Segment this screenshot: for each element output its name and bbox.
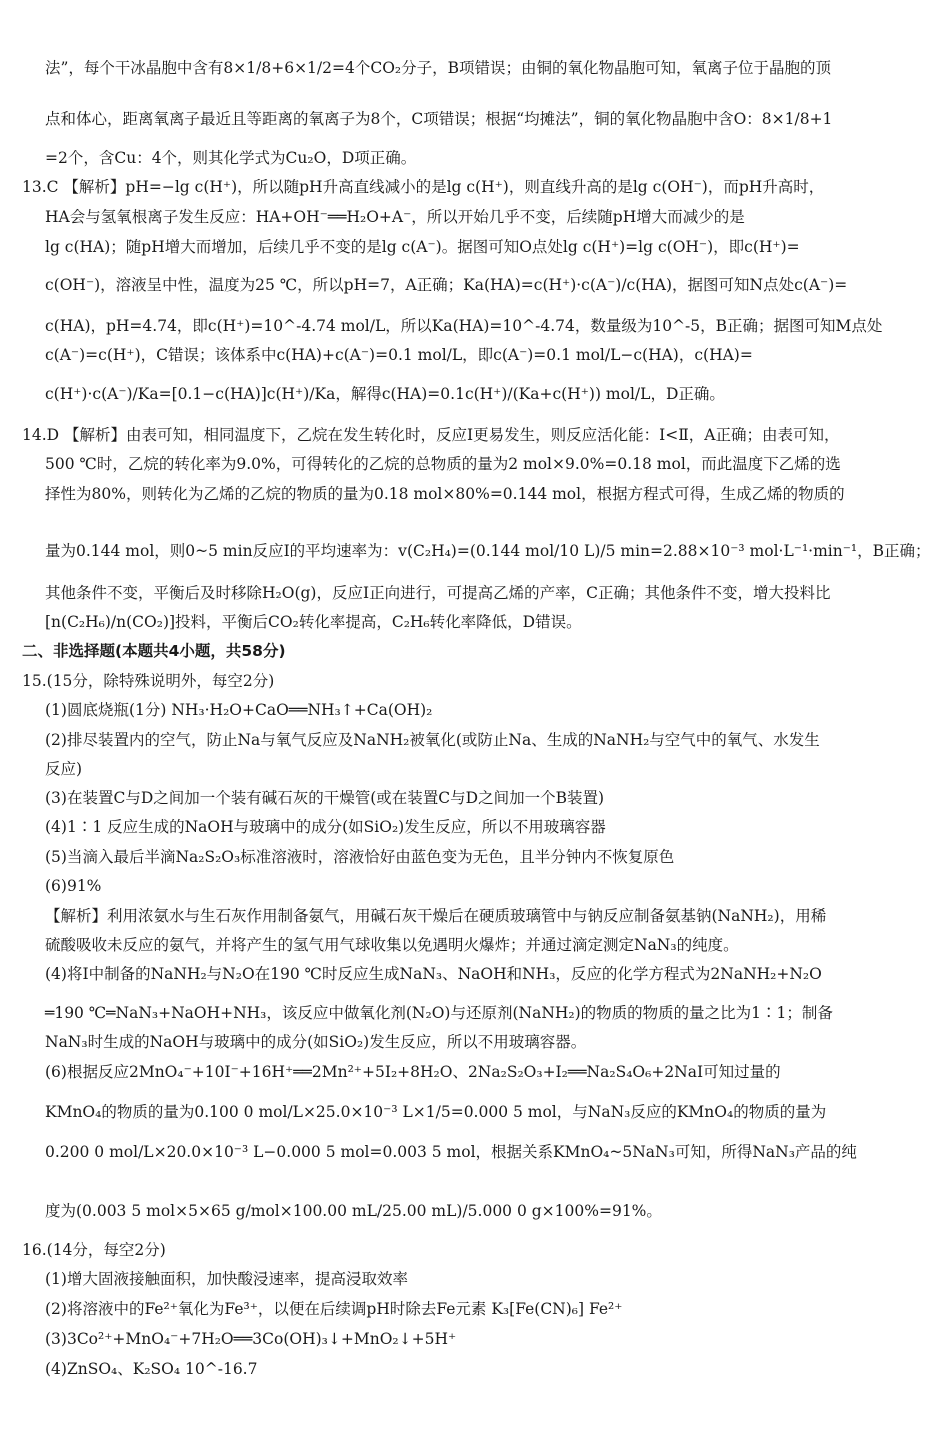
text-line: 量为0.144 mol，则0~5 min反应Ⅰ的平均速率为：v(C₂H₄)=(0.144 mol/10 L)/5 min=2.88×10⁻³ mol·L⁻¹·min⁻¹，B正确； xyxy=(45,542,931,560)
text-line: 法”，每个干冰晶胞中含有8×1/8+6×1/2=4个CO₂分子，B项错误；由铜的氧化物晶胞可知，氧离子位于晶胞的顶 xyxy=(45,59,832,77)
text-line: ═190 ℃═NaN₃+NaOH+NH₃，该反应中做氧化剂(N₂O)与还原剂(NaNH₂)的物质的物质的量之比为1∶1；制备 xyxy=(45,1004,833,1022)
text-line: KMnO₄的物质的量为0.100 0 mol/L×25.0×10⁻³ L×1/5=0.000 5 mol，与NaN₃反应的KMnO₄的物质的量为 xyxy=(45,1103,827,1121)
text-line: 0.200 0 mol/L×20.0×10⁻³ L−0.000 5 mol=0.003 5 mol，根据关系KMnO₄~5NaN₃可知，所得NaN₃产品的纯 xyxy=(45,1143,857,1161)
text-line: 点和体心，距离氧离子最近且等距离的氧离子为8个，C项错误；根据“均摊法”，铜的氧化物晶胞中含O：8×1/8+1 xyxy=(45,110,833,128)
text-line: (1)增大固液接触面积，加快酸浸速率，提高浸取效率 xyxy=(45,1270,408,1288)
text-line: 16.(14分，每空2分) xyxy=(22,1241,166,1259)
text-line: 度为(0.003 5 mol×5×65 g/mol×100.00 mL/25.00 mL)/5.000 0 g×100%=91%。 xyxy=(45,1202,662,1220)
text-line: (2)将溶液中的Fe²⁺氧化为Fe³⁺，以便在后续调pH时除去Fe元素 K₃[Fe(CN)₆] Fe²⁺ xyxy=(45,1300,623,1318)
text-line: (6)91% xyxy=(45,877,102,895)
text-line: 14.D 【解析】由表可知，相同温度下，乙烷在发生转化时，反应Ⅰ更易发生，则反应活化能：Ⅰ<Ⅱ，A正确；由表可知， xyxy=(22,426,840,444)
text-line: (5)当滴入最后半滴Na₂S₂O₃标准溶液时，溶液恰好由蓝色变为无色，且半分钟内不恢复原色 xyxy=(45,848,675,866)
text-line: c(A⁻)=c(H⁺)，C错误；该体系中c(HA)+c(A⁻)=0.1 mol/L，即c(A⁻)=0.1 mol/L−c(HA)，c(HA)= xyxy=(45,346,753,364)
text-line: (1)圆底烧瓶(1分) NH₃·H₂O+CaO══NH₃↑+Ca(OH)₂ xyxy=(45,701,433,719)
text-line: [n(C₂H₆)/n(CO₂)]投料，平衡后CO₂转化率提高，C₂H₆转化率降低，D错误。 xyxy=(45,613,582,631)
text-line: 择性为80%，则转化为乙烯的乙烷的物质的量为0.18 mol×80%=0.144 mol，根据方程式可得，生成乙烯的物质的 xyxy=(45,485,845,503)
text-line: (3)3Co²⁺+MnO₄⁻+7H₂O══3Co(OH)₃↓+MnO₂↓+5H⁺ xyxy=(45,1330,457,1348)
text-line: (3)在装置C与D之间加一个装有碱石灰的干燥管(或在装置C与D之间加一个B装置) xyxy=(45,789,605,807)
section-heading: 二、非选择题(本题共4小题，共58分) xyxy=(22,642,286,660)
text-line: 500 ℃时，乙烷的转化率为9.0%，可得转化的乙烷的总物质的量为2 mol×9.0%=0.18 mol，而此温度下乙烯的选 xyxy=(45,455,841,473)
text-line: NaN₃时生成的NaOH与玻璃中的成分(如SiO₂)发生反应，所以不用玻璃容器。 xyxy=(45,1033,587,1051)
text-line: c(OH⁻)，溶液呈中性，温度为25 ℃，所以pH=7，A正确；Ka(HA)=c(H⁺)·c(A⁻)/c(HA)，据图可知N点处c(A⁻)= xyxy=(45,276,848,294)
text-line: HA会与氢氧根离子发生反应：HA+OH⁻══H₂O+A⁻，所以开始几乎不变，后续随pH增大而减少的是 xyxy=(45,208,745,226)
text-line: c(H⁺)·c(A⁻)/Ka=[0.1−c(HA)]c(H⁺)/Ka，解得c(HA)=0.1c(H⁺)/(Ka+c(H⁺)) mol/L，D正确。 xyxy=(45,385,725,403)
text-line: (4)将Ⅰ中制备的NaNH₂与N₂O在190 ℃时反应生成NaN₃、NaOH和NH₃，反应的化学方程式为2NaNH₂+N₂O xyxy=(45,965,822,983)
text-line: (4)1∶1 反应生成的NaOH与玻璃中的成分(如SiO₂)发生反应，所以不用玻璃容器 xyxy=(45,818,606,836)
text-line: 硫酸吸收未反应的氨气，并将产生的氢气用气球收集以免遇明火爆炸；并通过滴定测定NaN₃的纯度。 xyxy=(45,936,739,954)
text-line: 反应) xyxy=(45,760,83,778)
text-line: lg c(HA)；随pH增大而增加，后续几乎不变的是lg c(A⁻)。据图可知O点处lg c(H⁺)=lg c(OH⁻)，即c(H⁺)= xyxy=(45,238,800,256)
text-line: (6)根据反应2MnO₄⁻+10I⁻+16H⁺══2Mn²⁺+5I₂+8H₂O、2Na₂S₂O₃+I₂══Na₂S₄O₆+2NaI可知过量的 xyxy=(45,1063,781,1081)
text-line: 13.C 【解析】pH=−lg c(H⁺)，所以随pH升高直线减小的是lg c(H⁺)，则直线升高的是lg c(OH⁻)，而pH升高时， xyxy=(22,178,825,196)
text-line: 【解析】利用浓氨水与生石灰作用制备氨气，用碱石灰干燥后在硬质玻璃管中与钠反应制备氨基钠(NaNH₂)，用稀 xyxy=(45,907,827,925)
text-line: =2个，含Cu：4个，则其化学式为Cu₂O，D项正确。 xyxy=(45,149,417,167)
text-line: 15.(15分，除特殊说明外，每空2分) xyxy=(22,672,275,690)
text-line: 其他条件不变，平衡后及时移除H₂O(g)，反应Ⅰ正向进行，可提高乙烯的产率，C正确；其他条件不变，增大投料比 xyxy=(45,584,831,602)
text-line: c(HA)，pH=4.74，即c(H⁺)=10^-4.74 mol/L，所以Ka(HA)=10^-4.74，数量级为10^-5，B正确；据图可知M点处 xyxy=(45,317,883,335)
text-line: (4)ZnSO₄、K₂SO₄ 10^-16.7 xyxy=(45,1360,258,1378)
text-line: (2)排尽装置内的空气，防止Na与氧气反应及NaNH₂被氧化(或防止Na、生成的NaNH₂与空气中的氧气、水发生 xyxy=(45,731,820,749)
